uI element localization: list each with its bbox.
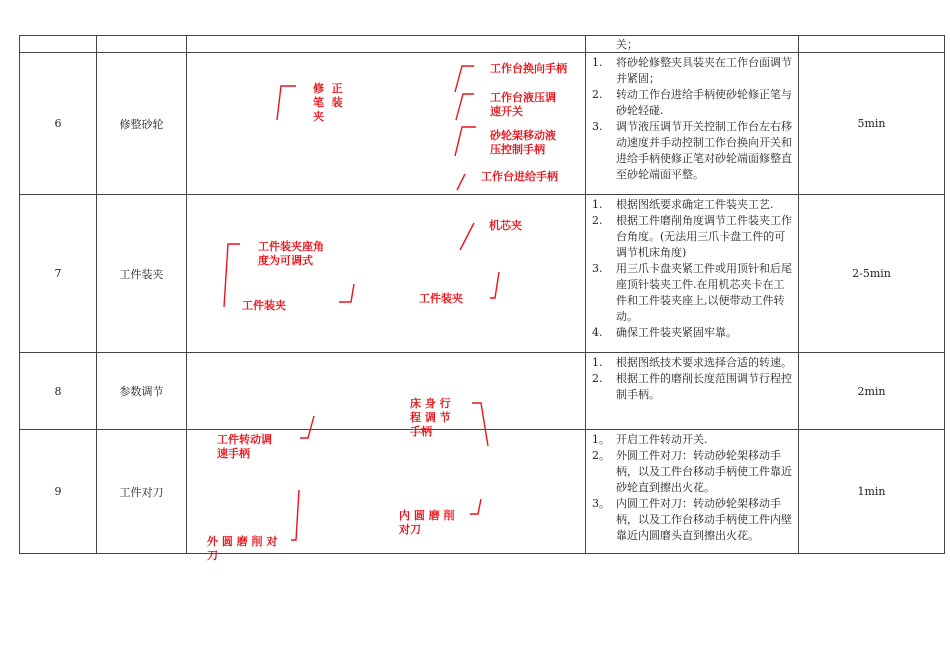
- step-time: 2-5min: [798, 195, 944, 352]
- list-item: 1. 将砂轮修整夹具装夹在工作台面调节并紧固；: [592, 56, 792, 85]
- dresser-clamp-label: 修 正 笔 装 夹: [313, 82, 343, 123]
- workpiece-clamp-label-2: 工件装夹: [419, 292, 463, 305]
- step-name: 工件装夹: [96, 195, 186, 352]
- leader-line: [457, 174, 465, 190]
- instruction-text: 关；: [616, 38, 638, 51]
- list-item: 3. 调节液压调节开关控制工作台左右移动速度并手动控制工作台换向开关和进给手柄使修正笔对砂轮端面修整直至砂轮端面平整。: [592, 120, 792, 181]
- list-item: 1. 根据图纸技术要求选择合适的转速。: [592, 356, 792, 369]
- step-number: 8: [54, 384, 62, 398]
- list-item: 2. 根据工件磨削角度调节工件装夹工作台角度。(无法用三爪卡盘工件的可调节机床角度): [592, 214, 792, 259]
- list-item: 1. 根据图纸要求确定工件装夹工艺.: [592, 198, 774, 211]
- list-item: 4. 确保工件装夹紧固牢靠。: [592, 326, 737, 339]
- internal-grinding-label: 内 圆 磨 削 对刀: [399, 509, 455, 536]
- step-time: 2min: [798, 353, 944, 429]
- step-number: 9: [54, 485, 62, 498]
- lathe-dog-label: 机芯夹: [489, 219, 522, 232]
- leader-line: [300, 416, 314, 438]
- list-item: 2. 根据工件的磨削长度范围调节行程控制手柄。: [592, 372, 792, 401]
- leader-line: [224, 244, 240, 307]
- stroke-handle-label: 床 身 行 程 调 节 手柄: [410, 397, 451, 438]
- list-item: 2. 转动工作台进给手柄使砂轮修正笔与砂轮轻碰.: [592, 88, 792, 117]
- step-number: 7: [54, 267, 62, 280]
- table-reverse-handle-label: 工作台换向手柄: [490, 62, 567, 75]
- step-time: 1min: [798, 430, 944, 553]
- leader-line: [291, 490, 299, 540]
- leader-line: [460, 223, 474, 250]
- rotation-speed-handle-label: 工件转动调 速手柄: [217, 433, 272, 460]
- hydraulic-speed-switch-label: 工作台液压调 速开关: [490, 91, 556, 118]
- leader-line: [490, 272, 499, 298]
- list-item: 3. 用三爪卡盘夹紧工件或用顶针和后尾座顶针装夹工件.在用机芯夹卡在工件和工件装夹座上,以便带动工件转动。: [592, 262, 792, 323]
- leader-line: [470, 499, 481, 514]
- leader-line: [339, 284, 354, 302]
- step-name: 参数调节: [96, 353, 186, 429]
- fixture-angle-label: 工件装夹座角 度为可调式: [258, 240, 324, 267]
- workpiece-clamp-label: 工件装夹: [242, 299, 286, 312]
- table-feed-handle-label: 工作台进给手柄: [481, 170, 558, 183]
- leader-line: [455, 127, 476, 156]
- list-item: 1。 开启工件转动开关.: [592, 433, 708, 446]
- leader-line: [455, 66, 474, 92]
- wheelhead-control-handle-label: 砂轮架移动液 压控制手柄: [490, 129, 556, 156]
- list-item: 2。 外圆工件对刀：转动砂轮架移动手柄，以及工件台移动手柄使工件靠近砂轮直到擦出火花。: [592, 449, 792, 494]
- step-name: 修整砂轮: [96, 53, 186, 194]
- step-time: 5min: [798, 53, 944, 194]
- leader-line: [277, 86, 296, 120]
- step-name: 工件对刀: [96, 430, 186, 553]
- list-item: 3。 内圆工件对刀：转动砂轮架移动手柄，以及工作台移动手柄使工件内壁靠近内圆磨头直到擦出火花。: [592, 497, 792, 542]
- leader-line: [472, 403, 488, 446]
- external-grinding-label: 外 圆 磨 削 对 刀: [207, 535, 278, 562]
- leader-line: [456, 94, 474, 120]
- step-number: 6: [54, 117, 62, 130]
